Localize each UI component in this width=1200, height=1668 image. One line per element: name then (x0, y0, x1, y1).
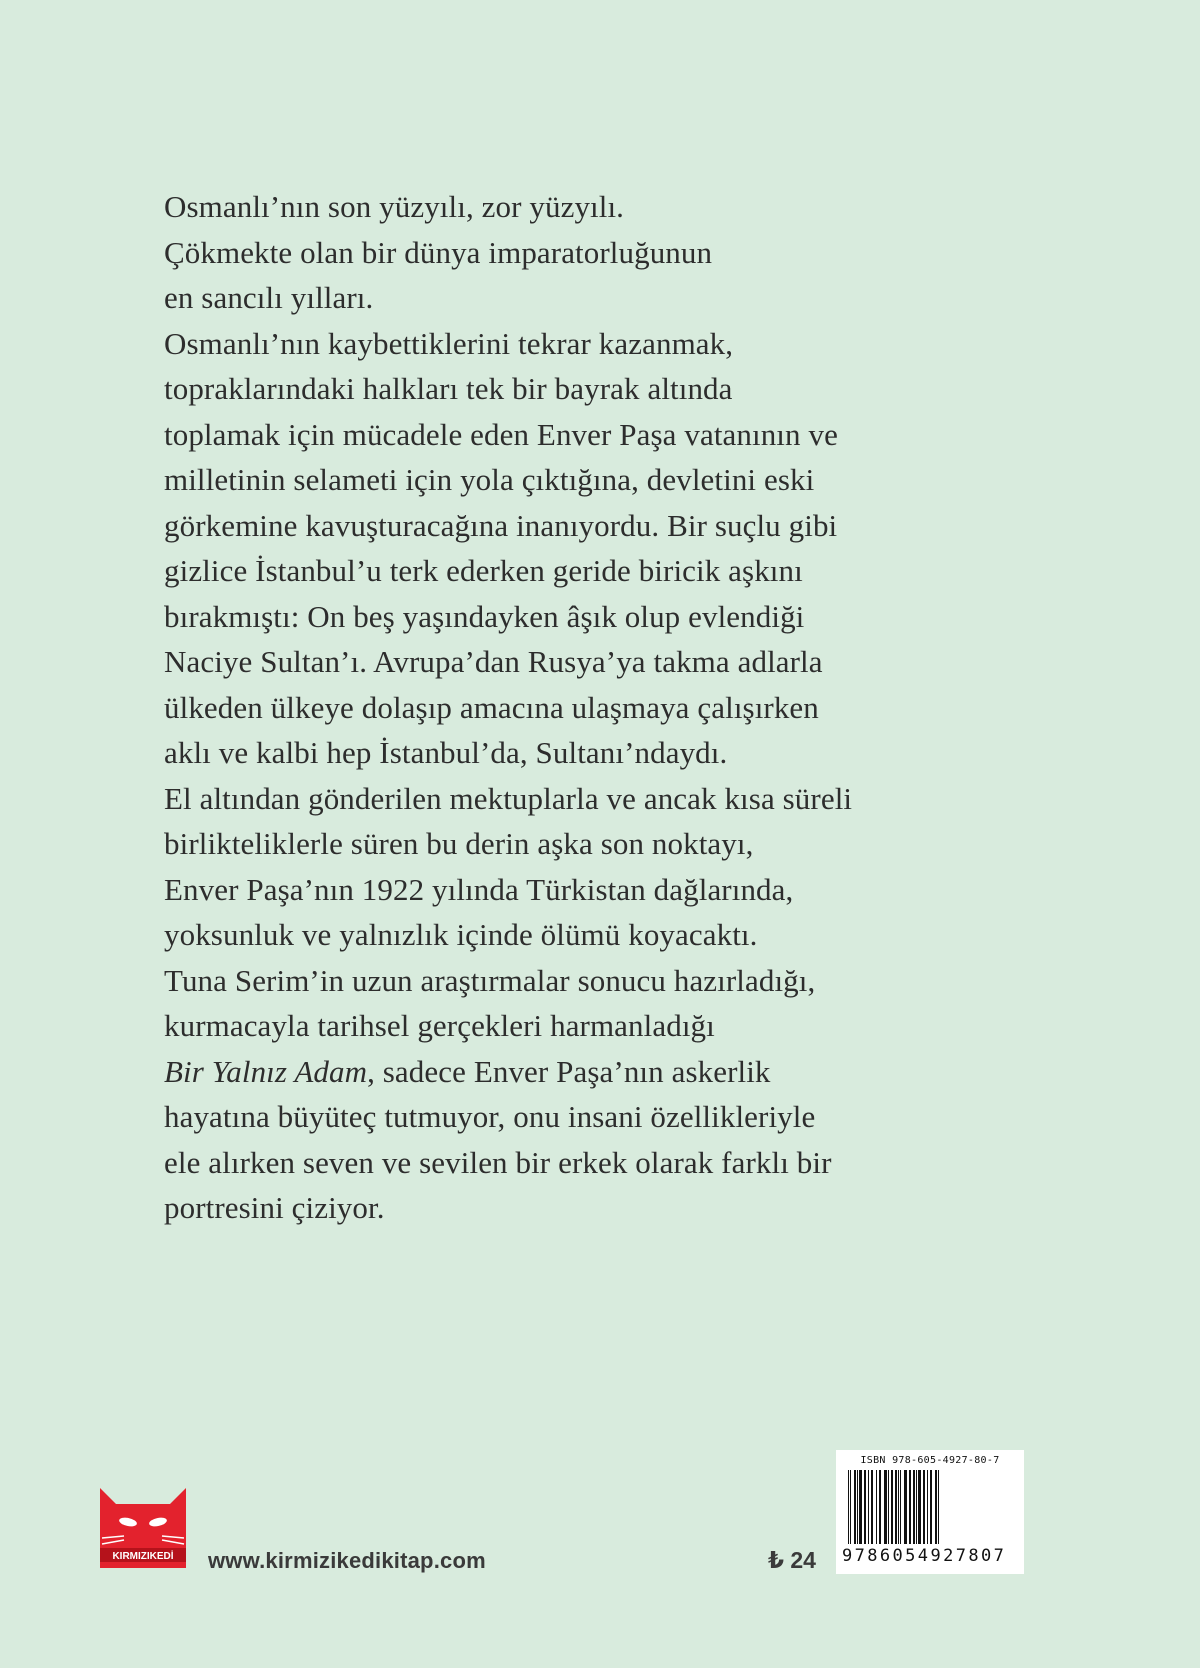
barcode-bar (864, 1470, 866, 1544)
blurb-line: yoksunluk ve yalnızlık içinde ölümü koyacaktı. (164, 917, 758, 952)
blurb-line: Naciye Sultan’ı. Avrupa’dan Rusya’ya takma adlarla (164, 644, 823, 679)
blurb-line: birlikteliklerle süren bu derin aşka son noktayı, (164, 826, 754, 861)
blurb-line: kurmacayla tarihsel gerçekleri harmanladığı (164, 1008, 715, 1043)
publisher-website-link[interactable]: www.kirmizikedikitap.com (208, 1548, 486, 1573)
logo-text: KIRMIZIKEDİ (112, 1551, 174, 1562)
blurb-line: en sancılı yılları. (164, 280, 374, 315)
barcode-bar (884, 1470, 887, 1544)
blurb-line: ülkeden ülkeye dolaşıp amacına ulaşmaya çalışırken (164, 689, 819, 725)
barcode-bar (854, 1470, 856, 1544)
barcode-bar (871, 1470, 873, 1544)
back-cover-blurb (164, 184, 1024, 1231)
barcode-bar (909, 1470, 911, 1544)
barcode-bar (879, 1470, 881, 1544)
blurb-line: görkemine kavuşturacağına inanıyordu. Bir suçlu gibi (164, 507, 838, 543)
barcode-bar (857, 1470, 858, 1544)
price-label: ₺ 24 (768, 1547, 816, 1573)
barcode-bar (904, 1470, 907, 1544)
barcode-bar (900, 1470, 901, 1544)
isbn-label: ISBN 978-605-4927-80-7 (860, 1455, 1000, 1466)
blurb-line: bırakmıştı: On beş yaşındayken âşık olup evlendiği (164, 598, 805, 634)
blurb-line: milletinin selameti için yola çıktığına, devletini eski (164, 462, 815, 497)
barcode-bar (916, 1470, 917, 1544)
isbn-barcode (836, 1450, 1024, 1574)
blurb-line: Osmanlı’nın kaybettiklerini tekrar kazanmak, (164, 325, 734, 361)
barcode-bar (848, 1470, 849, 1544)
blurb-line: Tuna Serim’in uzun araştırmalar sonucu hazırladığı, (164, 962, 816, 998)
barcode-icon (844, 1470, 1016, 1546)
barcode-bar (888, 1470, 889, 1544)
blurb-line: Osmanlı’nın son yüzyılı, zor yüzyılı. (164, 189, 625, 224)
blurb-line: toplamak için mücadele eden Enver Paşa vatanının ve (164, 416, 838, 452)
barcode-bar (850, 1470, 851, 1544)
blurb-line: portresini çiziyor. (164, 1190, 385, 1225)
barcode-digits: 9786054927807 (842, 1546, 1007, 1566)
blurb-line: ele alırken seven ve sevilen bir erkek olarak farklı bir (164, 1144, 832, 1180)
barcode-bar (876, 1470, 877, 1544)
blurb-line: Çökmekte olan bir dünya imparatorluğunun (164, 234, 713, 270)
barcode-bar (913, 1470, 915, 1544)
cat-logo-icon (98, 1482, 188, 1570)
barcode-bar (868, 1470, 869, 1544)
barcode-bar (891, 1470, 893, 1544)
barcode-bar (935, 1470, 937, 1544)
book-title: Bir Yalnız Adam (164, 1053, 368, 1089)
blurb-title-line (164, 1049, 1024, 1095)
barcode-bar (898, 1470, 899, 1544)
barcode-bar (927, 1470, 928, 1544)
blurb-line: hayatına büyüteç tutmuyor, onu insani özellikleriyle (164, 1099, 816, 1134)
blurb-line: gizlice İstanbul’u terk ederken geride biricik aşkını (164, 553, 803, 588)
blurb-line: El altından gönderilen mektuplarla ve ancak kısa süreli (164, 780, 853, 816)
blurb-title-line-rest: , sadece Enver Paşa’nın askerlik (367, 1053, 771, 1089)
blurb-line: topraklarındaki halkları tek bir bayrak altında (164, 371, 733, 406)
barcode-bar (895, 1470, 897, 1544)
barcode-bar (918, 1470, 921, 1544)
barcode-bar (923, 1470, 925, 1544)
blurb-line: Enver Paşa’nın 1922 yılında Türkistan dağlarında, (164, 871, 794, 907)
publisher-logo (98, 1482, 188, 1570)
barcode-bar (859, 1470, 862, 1544)
blurb-line: aklı ve kalbi hep İstanbul’da, Sultanı’ndaydı. (164, 735, 728, 770)
barcode-bar (930, 1470, 932, 1544)
barcode-bar (938, 1470, 939, 1544)
